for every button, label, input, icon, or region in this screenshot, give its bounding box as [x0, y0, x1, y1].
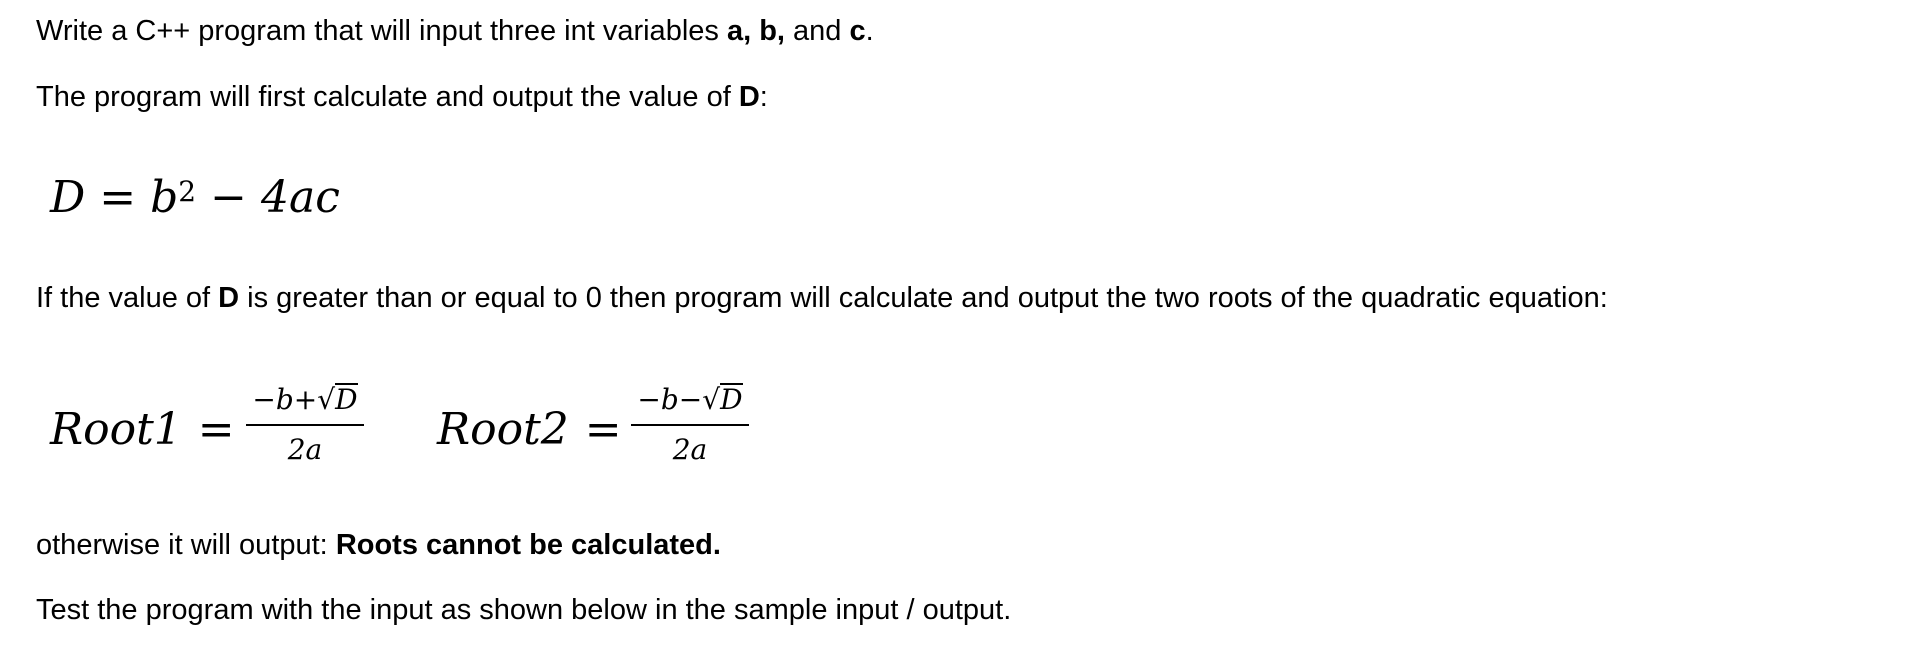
instruction-5-text: Test the program with the input as shown below in the sample input / output.	[36, 594, 1012, 626]
discriminant-equals: =	[85, 172, 151, 223]
discriminant-equation	[50, 170, 340, 226]
root2-fraction	[631, 380, 749, 468]
root2-numerator	[631, 380, 749, 424]
root2-lhs	[437, 402, 622, 458]
instruction-1-suffix: .	[865, 15, 874, 47]
variable-c: c	[849, 15, 866, 47]
root1-denominator: 2a	[287, 433, 323, 466]
root1-numerator	[246, 380, 364, 424]
discriminant-exponent: 2	[178, 175, 197, 208]
root2-denominator: 2a	[672, 433, 708, 466]
discriminant-b: b	[150, 172, 179, 223]
instruction-paragraph-3	[36, 281, 1608, 315]
root2-label: Root2	[437, 404, 569, 455]
variable-d: D	[738, 81, 760, 113]
sqrt-icon: √	[702, 383, 721, 416]
root2-radicand: D	[720, 383, 743, 416]
root1-label: Root1	[50, 404, 182, 455]
instruction-paragraph-2	[36, 80, 768, 114]
instruction-3-suffix: is greater than or equal to 0 then program will calculate and output the two roots of the quadratic equation:	[239, 282, 1608, 314]
sqrt-icon: √	[317, 383, 336, 416]
instruction-1-mid: and	[784, 15, 850, 47]
root1-num-prefix: −b+	[252, 383, 318, 416]
instruction-2-prefix: The program will first calculate and output the value of	[36, 81, 739, 113]
root1-lhs	[50, 402, 235, 458]
instruction-2-suffix: :	[759, 81, 768, 113]
root2-equals: =	[584, 404, 622, 455]
discriminant-rest: 4ac	[260, 172, 340, 223]
variable-d: D	[218, 282, 240, 314]
root1-radicand: D	[335, 383, 358, 416]
instruction-paragraph-1	[36, 14, 874, 48]
discriminant-minus: −	[196, 172, 261, 223]
error-message: Roots cannot be calculated.	[335, 529, 721, 561]
root2-fraction-bar	[631, 424, 749, 426]
instruction-paragraph-5	[36, 593, 1011, 627]
root1-equals: =	[197, 404, 235, 455]
instruction-1-prefix: Write a C++ program that will input three int variables	[36, 15, 727, 47]
instruction-3-prefix: If the value of	[36, 282, 219, 314]
instruction-4-prefix: otherwise it will output:	[36, 529, 336, 561]
variables-ab: a, b,	[726, 15, 785, 47]
instruction-paragraph-4	[36, 528, 721, 562]
root1-fraction	[246, 380, 364, 468]
root2-num-prefix: −b−	[637, 383, 703, 416]
discriminant-lhs: D	[50, 172, 86, 223]
root1-fraction-bar	[246, 424, 364, 426]
